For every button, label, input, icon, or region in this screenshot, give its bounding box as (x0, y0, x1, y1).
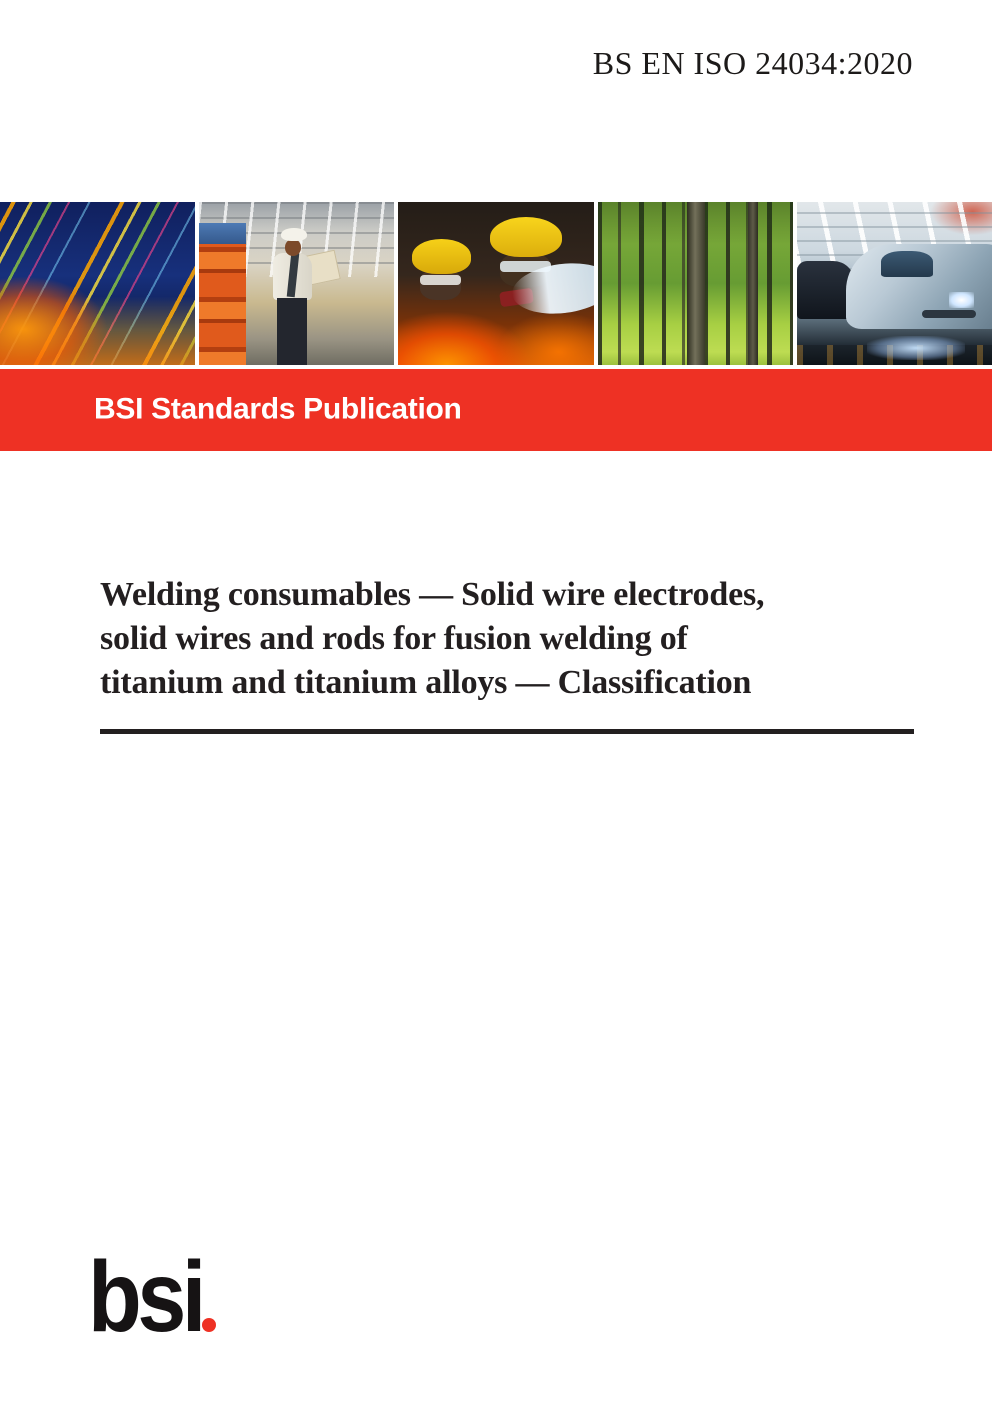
banner-label: BSI Standards Publication (94, 392, 462, 426)
title-line-1: Welding consumables — Solid wire electrodes, (100, 576, 765, 613)
title-block (100, 573, 940, 705)
worker-trousers-shape (277, 298, 306, 365)
bsi-wordmark: bsi (88, 1241, 202, 1353)
worker-head-shape (285, 239, 301, 255)
warehouse-photo (199, 202, 394, 365)
car-grille-shape (922, 310, 977, 318)
warehouse-blue-crate-shape (199, 223, 246, 244)
car-windshield-shape (881, 251, 934, 277)
red-banner (0, 369, 992, 451)
firefighters-photo (398, 202, 593, 365)
firefighter-helmet-shape (490, 217, 562, 258)
title-line-2: solid wires and rods for fusion welding of (100, 620, 688, 657)
car-headlight-shape (949, 292, 974, 308)
bsi-logo (88, 1241, 328, 1353)
firefighter-visor-shape (420, 275, 461, 285)
logo-red-dot-icon (202, 1318, 216, 1332)
title-line-3: titanium and titanium alloys — Classification (100, 664, 752, 701)
firefighter-helmet-shape (412, 239, 471, 273)
photo-strip (0, 202, 992, 365)
standard-number: BS EN ISO 24034:2020 (592, 45, 913, 81)
tree-trunk-shape (687, 202, 705, 365)
warehouse-crates-shape (199, 223, 246, 365)
car-factory-photo (797, 202, 992, 365)
worker-cap-shape (281, 228, 306, 241)
tree-trunk-shape (748, 202, 758, 365)
night-traffic-photo (0, 202, 195, 365)
title-underline-rule (100, 729, 914, 734)
forest-photo (598, 202, 793, 365)
floor-light-glow-shape (867, 336, 965, 360)
